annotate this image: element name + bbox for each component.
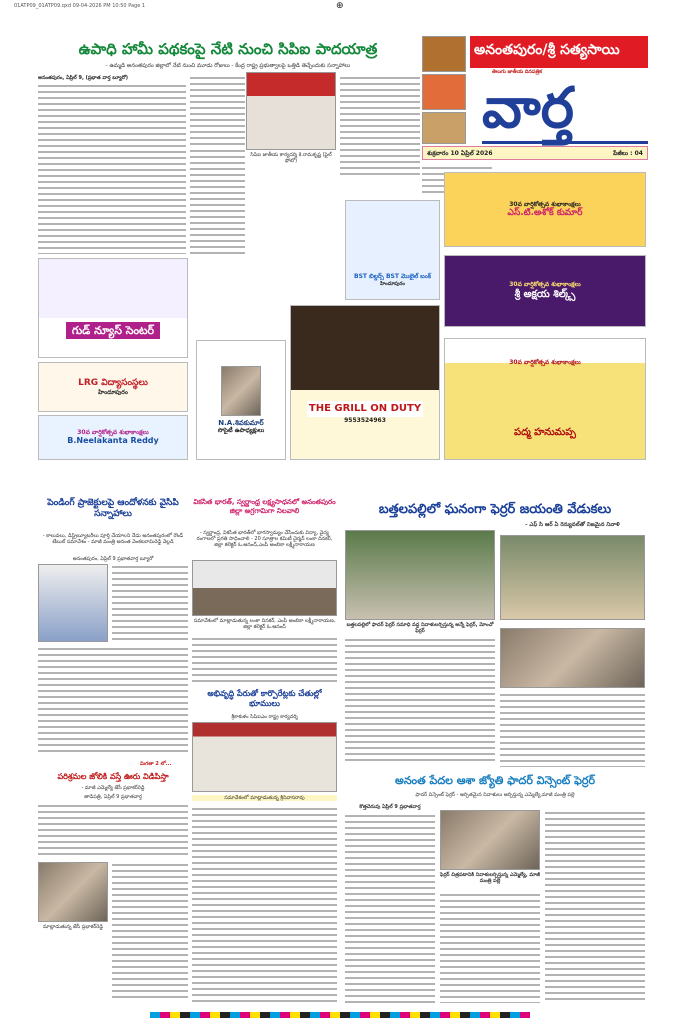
story-ycp-headline: పెండింగ్ ప్రాజెక్టులపై ఆందోళనకు వైసిపి సన్నాహాలు bbox=[47, 498, 179, 519]
lead-photo bbox=[246, 72, 336, 150]
story-industry-subheads: - మాజీ ఎమ్మెల్యే జేసీ ప్రభాకర్‌రెడ్డి bbox=[81, 785, 145, 791]
story-ferrer-caption: బత్తలపల్లిలో ఫాదర్ ఫెర్రర్ సమాధి వద్ద నివాళులర్పిస్తున్న అన్నే ఫెర్రర్, మోంచో ఫెర్రర్ bbox=[346, 622, 494, 634]
story-vincent-caption: ఫెర్రర్ చిత్రపటానికి నివాళులర్పిస్తున్న ఎమ్మెల్యే, మాజీ మంత్రి పల్లె bbox=[440, 872, 540, 884]
print-slug: 01ATP09_01ATP09.qxd 09-04-2026 PM 10:50 Page 1 bbox=[14, 3, 146, 9]
continued-link[interactable]: మిగతా 2 లో... bbox=[140, 761, 172, 767]
story-corporate-photo bbox=[192, 722, 337, 792]
story-vincent-body-3 bbox=[545, 810, 645, 1003]
story-ferrer-body bbox=[345, 637, 495, 765]
story-industry-photo bbox=[38, 862, 108, 922]
paper-name-logo: వార్త bbox=[482, 76, 574, 141]
ad-akshaya-silks: 30వ వార్షికోత్సవ శుభాకాంక్షలు శ్రీ అక్షయ శిల్క్స్ bbox=[444, 255, 646, 327]
ad-good-news-center: గుడ్ న్యూస్ సెంటర్ bbox=[38, 258, 188, 358]
story-ferrer-headline: బత్తలపల్లిలో ఘనంగా ఫెర్రర్ జయంతి వేడుకలు bbox=[378, 502, 612, 517]
ad-ashok-kumar: 30వ వార్షికోత్సవ శుభాకాంక్షలు ఎస్.టి.అశోక్ కుమార్ bbox=[444, 172, 646, 247]
lead-body-col4 bbox=[340, 75, 420, 175]
story-viksit-headline: వికసిత భారత్, స్వర్ణాంధ్ర లక్ష్యసాధనలో అనంతపురం జిల్లా అగ్రగామిగా నిలవాలి bbox=[193, 498, 336, 515]
story-industry-caption: మాట్లాడుతున్న జేసీ ప్రభాకర్‌రెడ్డి bbox=[43, 924, 103, 930]
story-viksit-body bbox=[192, 636, 337, 684]
edition-banner: అనంతపురం/శ్రీ సత్యసాయి bbox=[470, 36, 648, 68]
color-registration-strip bbox=[150, 1012, 530, 1018]
story-vincent-subheads: ఫాదర్ విన్సెంట్ ఫెర్రర్ - అర్పితమైన నివాళులు అర్పిస్తున్న ఎమ్మెల్యే,మాజీ మంత్రి పల్లె bbox=[415, 792, 575, 798]
lead-headline: ఉపాధి హామీ పథకంపై నేటి నుంచి సిపిఐ పాదయాత్ర bbox=[78, 40, 378, 58]
lead-photo-caption: సిపిఐ జాతీయ కార్యదర్శి కె.రామకృష్ణ (ఫైల్ ఫోటో) bbox=[250, 152, 332, 164]
monument-photo bbox=[422, 112, 466, 144]
ad-grill-on-duty: THE GRILL ON DUTY 9553524963 bbox=[290, 305, 440, 460]
story-industry-dateline: తాడిపత్రి, ఏప్రిల్ 9 ప్రభాతవార్త bbox=[84, 794, 142, 800]
story-ycp-dateline: అనంతపురం, ఏప్రిల్ 9 ప్రభాతవార్త బ్యూరో bbox=[72, 556, 154, 562]
masthead bbox=[422, 36, 648, 144]
story-vincent-body-2 bbox=[440, 892, 540, 1003]
lead-body-col3 bbox=[190, 148, 245, 254]
story-industry-body-2 bbox=[112, 862, 188, 1002]
story-vincent-headline: అనంత పేదల ఆశా జ్యోతి ఫాదర్ విన్సెంట్ ఫెర్రర్ bbox=[395, 774, 595, 787]
lead-subheads: - ఉమ్మడి అనంతపురం జిల్లాలో నేటి నుంచి మూడు రోజులు - కేంద్ర రాష్ట్ర ప్రభుత్వాలపై ఒత్తిడి తెచ్చేందుకు సన్నాహాలు bbox=[105, 63, 351, 69]
story-ferrer-photo-1 bbox=[345, 530, 495, 620]
sai-baba-photo bbox=[422, 74, 466, 110]
lead-body-col1 bbox=[38, 83, 186, 254]
story-ycp-photo bbox=[38, 564, 108, 642]
story-corporate-headline: అభివృద్ధి పేరుతో కార్పొరేట్లకు చేతుల్లో భూములు bbox=[207, 689, 322, 708]
ad-neelakanta-reddy: 30వ వార్షికోత్సవ శుభాకాంక్షలు B.Neelakanta Reddy bbox=[38, 415, 188, 460]
lead-dateline: అనంతపురం, ఏప్రిల్ 9, (ప్రభాత వార్త బ్యూరో) bbox=[38, 75, 129, 81]
story-viksit-caption: సమావేశంలో మాట్లాడుతున్న లంకా దినకర్, ఎంపీ అంబికా లక్ష్మీనారాయణ, జిల్లా కలెక్టర్ ఓ.ఆనంద్ bbox=[193, 618, 336, 630]
story-industry-body bbox=[38, 803, 188, 858]
story-ferrer-subheads: - ఎఫ్ సి ఆర్ ఏ రెన్యువల్‌తో నిజమైన నివాళి bbox=[525, 522, 620, 528]
lead-body-col2 bbox=[190, 75, 245, 145]
story-industry-headline: పరిశ్రమల జోలికి వస్తే ఊరు విడిపిస్తా bbox=[57, 772, 169, 781]
story-ferrer-body-2 bbox=[500, 692, 645, 767]
story-vincent-body bbox=[345, 813, 435, 1003]
story-viksit-photo bbox=[192, 560, 337, 616]
ad-bst-builders: BST బిల్డర్స్ BST మొబైల్ బంక్ హిందూపురం bbox=[345, 200, 440, 300]
story-ycp-body bbox=[112, 564, 188, 642]
story-ycp-body-2 bbox=[38, 646, 188, 756]
ad-padma-hanumappa: 30వ వార్షికోత్సవ శుభాకాంక్షలు పద్మ హనుమప్ప bbox=[444, 338, 646, 460]
issue-date: శుక్రవారం 10 ఏప్రిల్ 2026 bbox=[427, 150, 493, 157]
story-ferrer-photo-3 bbox=[500, 628, 645, 688]
page-count: పేజీలు : 04 bbox=[613, 150, 643, 157]
tagline: తెలుగు జాతీయ దినపత్రిక bbox=[492, 69, 542, 75]
registration-mark-icon: ⊕ bbox=[336, 1, 344, 11]
story-corporate-dateline: శ్రీకాకుళం సిపిఐఎం రాష్ట్ర కార్యదర్శి bbox=[231, 714, 298, 720]
deity-photo bbox=[422, 36, 466, 72]
story-corporate-body bbox=[192, 806, 337, 1005]
story-corporate-caption: సమావేశంలో మాట్లాడుతున్న శ్రీనివాసరావు bbox=[192, 795, 337, 801]
date-bar bbox=[422, 146, 648, 160]
logo-underline bbox=[482, 141, 648, 144]
story-vincent-photo bbox=[440, 810, 540, 870]
ad-shivakumar: N.A.శివకుమార్ సొసైటీ ఉపాధ్యక్షులు bbox=[196, 340, 286, 460]
story-ycp-subheads: - కాలువలు, డిస్ట్రిబ్యూటరీలు పూర్తి చేయాలని నేడు అనంతపురంలో రౌండ్ టేబుల్ సమావేశం - మాజీ మంత్రి అనంత వెంకటరామిరెడ్డి వెల్లడి bbox=[42, 533, 184, 545]
story-viksit-subheads: - స్వర్ణాంధ్ర, వికసిత భారత్‌లో భాగస్వామ్యం చేసేందుకు విద్యా, వైద్య రంగాలలో ప్రగతి సాధించాలి - 20 సూత్రాల కమిటీ చైర్మన్ లంకా దినకర్, జిల్లా కలెక్టర్ ఓ.ఆనంద్,ఎంపీ అంబికా లక్ష్మీనారాయణ bbox=[196, 530, 333, 548]
story-ferrer-photo-2 bbox=[500, 535, 645, 620]
ad-lrg: LRG విద్యాసంస్థలు హిందూపురం bbox=[38, 362, 188, 412]
story-vincent-dateline: కొత్తచెరువు ఏప్రిల్ 9 ప్రభాతవార్త bbox=[359, 804, 421, 810]
